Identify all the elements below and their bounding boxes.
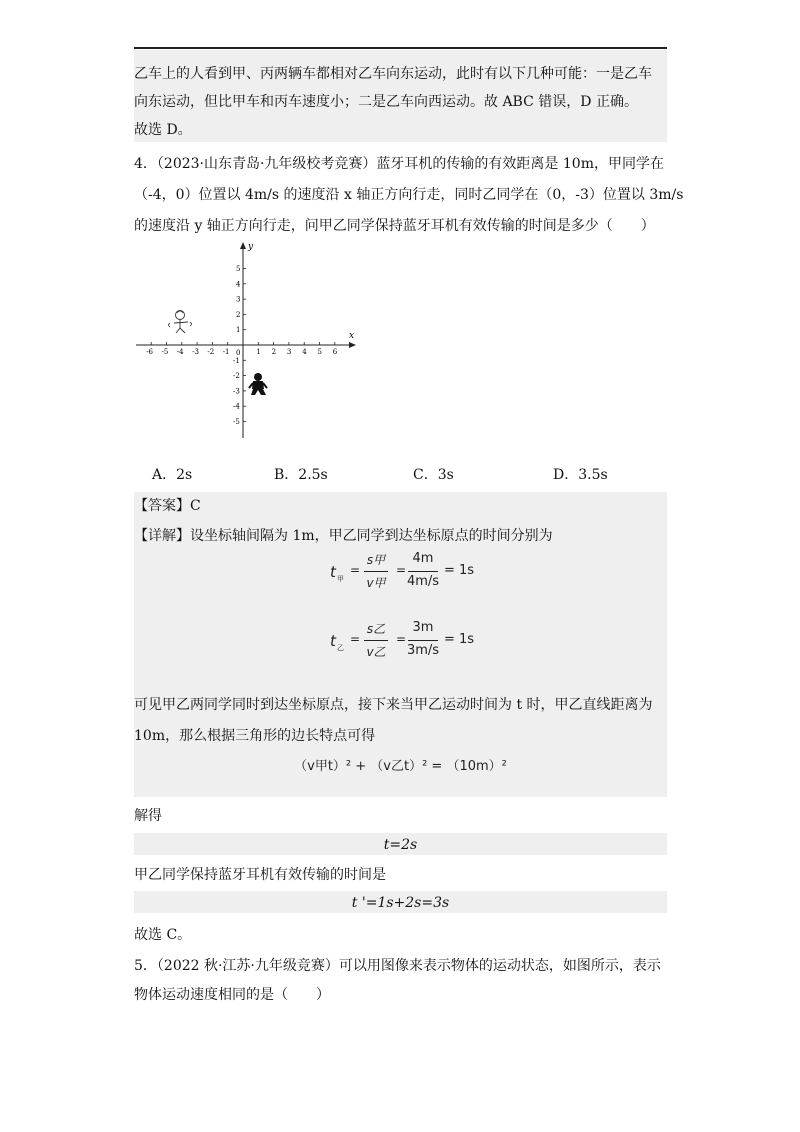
option-b: B．2.5s [274, 467, 328, 483]
eq2-den2: 3m/s [406, 643, 440, 658]
x-tick-label: -4 [176, 348, 184, 356]
prev-line-2: 向东运动，但比甲车和丙车速度小；二是乙车向西运动。故 ABC 错误，D 正确。 [134, 94, 638, 110]
eq2-num: s乙 [366, 622, 386, 636]
coordinate-graph [130, 236, 370, 446]
detail-line-1: 【详解】设坐标轴间隔为 1m，甲乙同学到达坐标原点的时间分别为 [134, 528, 553, 544]
y-tick-label: -4 [233, 402, 240, 411]
eq1-den2: 4m/s [406, 574, 440, 589]
q4-line-2: （-4，0）位置以 4m/s 的速度沿 x 轴正方向行走，同时乙同学在（0，-3）位置以 3m/s [134, 187, 684, 203]
x-tick-label: -6 [146, 348, 154, 356]
solve-label: 解得 [134, 808, 162, 824]
detail-para-1: 可见甲乙两同学同时到达坐标原点，接下来当甲乙运动时间为 t 时，甲乙直线距离为 [134, 697, 653, 713]
x-tick-label: 2 [271, 348, 277, 356]
option-a: A．2s [152, 467, 193, 483]
total-result: t '=1s+2s=3s [351, 895, 450, 911]
person-jia-figure [169, 311, 192, 334]
x-tick-label: 5 [317, 348, 322, 356]
y-tick-label: 3 [236, 295, 241, 304]
x-tick-label: 6 [332, 348, 338, 356]
y-tick-label: 5 [236, 265, 241, 273]
x-tick-label: 3 [286, 348, 292, 356]
keep-label: 甲乙同学保持蓝牙耳机有效传输的时间是 [134, 867, 386, 883]
q5-line-2: 物体运动速度相同的是（ ） [134, 987, 330, 1003]
x-tick-label: 1 [256, 348, 261, 356]
y-axis-label: y [248, 242, 254, 252]
eq1-rhs: = 1s [444, 563, 475, 578]
eq2-den: v乙 [366, 645, 386, 659]
y-tick-label: -5 [233, 418, 240, 426]
y-axis-arrow [240, 242, 246, 249]
eq2-num2: 3m [412, 620, 434, 635]
eq2-rhs: = 1s [444, 632, 475, 647]
t-result: t=2s [383, 837, 418, 853]
y-tick-label: 1 [236, 326, 241, 335]
eq1-num: s甲 [366, 553, 386, 567]
x-tick-label: -1 [222, 348, 230, 356]
y-tick-label: -2 [233, 372, 240, 381]
y-tick-label: -1 [233, 356, 240, 365]
q5-line-1: 5．（2022 秋·江苏·九年级竞赛）可以用图像来表示物体的运动状态，如图所示，表示 [134, 958, 661, 974]
conclusion: 故选 C。 [134, 927, 192, 943]
prev-line-1: 乙车上的人看到甲、丙两辆车都相对乙车向东运动，此时有以下几种可能：一是乙车 [134, 66, 652, 82]
equation-3: （v甲t）² + （v乙t）² = （10m）² [294, 759, 507, 774]
prev-line-3: 故选 D。 [134, 122, 192, 138]
q4-line-1: 4．（2023·山东青岛·九年级校考竞赛）蓝牙耳机的传输的有效距离是 10m，甲同学在 [134, 156, 664, 172]
x-tick-label: -2 [207, 348, 215, 356]
header-rule [134, 47, 667, 49]
eq1-den: v甲 [366, 576, 386, 590]
y-tick-label: 4 [236, 280, 241, 289]
eq1-num2: 4m [412, 551, 434, 566]
x-axis-arrow [349, 342, 356, 348]
answer-label: 【答案】C [134, 498, 201, 514]
y-tick-label: 2 [236, 310, 241, 319]
detail-para-2: 10m，那么根据三角形的边长特点可得 [134, 728, 376, 744]
x-axis-label: x [349, 331, 355, 341]
option-c: C．3s [413, 467, 454, 483]
origin-label: 0 [236, 349, 241, 357]
q4-line-3: 的速度沿 y 轴正方向行走，问甲乙同学保持蓝牙耳机有效传输的时间是多少（ ） [134, 218, 655, 234]
y-tick-label: -3 [233, 387, 240, 396]
x-ticks [146, 342, 338, 356]
x-tick-label: 4 [302, 348, 307, 356]
option-d: D．3.5s [553, 467, 608, 483]
x-tick-label: -5 [161, 348, 169, 356]
person-yi-figure [249, 373, 267, 395]
x-tick-label: -3 [192, 348, 199, 356]
